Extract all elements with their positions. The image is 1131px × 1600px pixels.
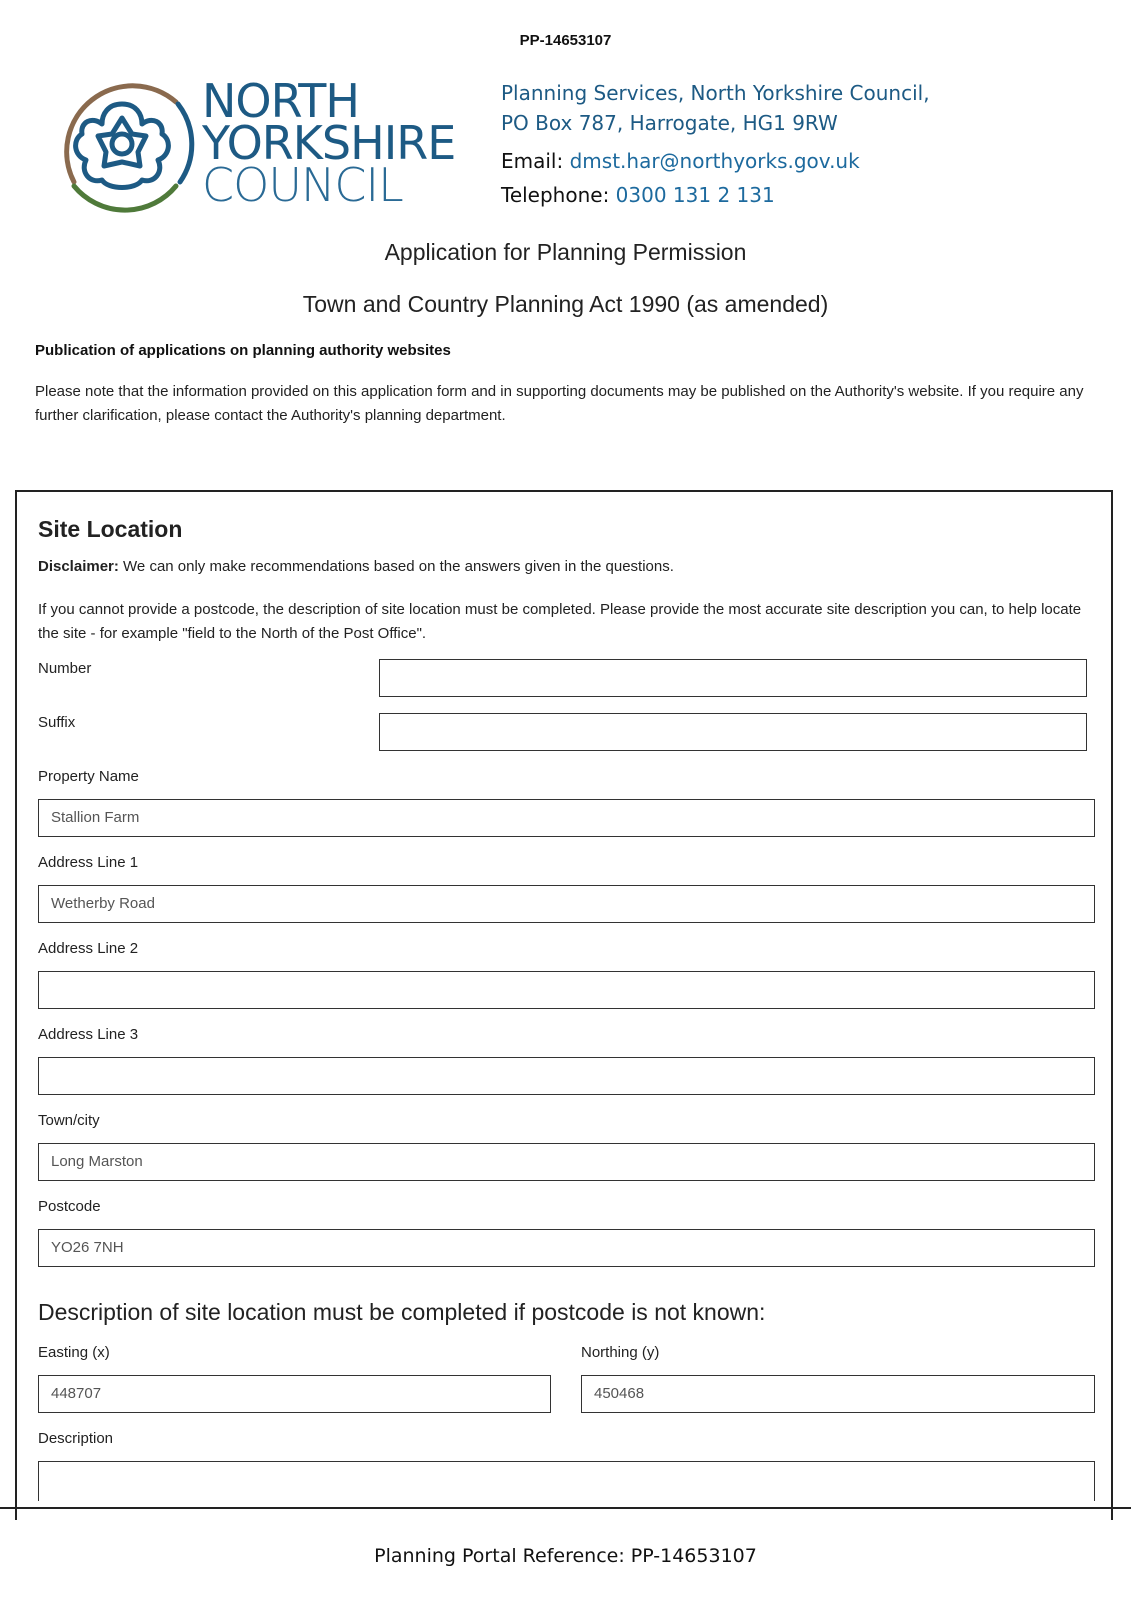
disclaimer	[38, 558, 674, 575]
logo-line-council: COUNCIL	[202, 158, 403, 212]
contact-address-line1: Planning Services, North Yorkshire Council,	[501, 81, 930, 105]
address-line3-label: Address Line 3	[38, 1026, 139, 1043]
contact-email-row	[501, 146, 930, 176]
publication-heading: Publication of applications on planning authority websites	[35, 342, 451, 359]
section-title: Site Location	[38, 516, 183, 542]
telephone-label: Telephone:	[501, 183, 616, 207]
postcode-label: Postcode	[38, 1198, 101, 1215]
description-field[interactable]	[38, 1461, 1095, 1501]
publication-note: Please note that the information provided on this application form and in supporting documents may be published on the Authority's website. If you require any further clarification, please contact the Authority's planning department.	[35, 383, 1084, 424]
description-label: Description	[38, 1430, 114, 1447]
disclaimer-label: Disclaimer:	[38, 558, 119, 575]
property-name-field[interactable]: Stallion Farm	[38, 799, 1095, 837]
address-line1-label: Address Line 1	[38, 854, 139, 871]
number-field[interactable]	[379, 659, 1087, 697]
contact-phone-row	[501, 180, 930, 210]
document-reference: PP-14653107	[519, 32, 612, 49]
form-title: Application for Planning Permission	[384, 239, 747, 265]
number-label: Number	[38, 660, 92, 677]
suffix-label: Suffix	[38, 714, 76, 731]
town-city-label: Town/city	[38, 1112, 100, 1129]
disclaimer-text: We can only make recommendations based on the answers given in the questions.	[118, 558, 674, 575]
act-title: Town and Country Planning Act 1990 (as amended)	[302, 291, 829, 317]
description-heading: Description of site location must be completed if postcode is not known:	[38, 1299, 766, 1325]
logo-line-yorkshire: YORKSHIRE	[202, 116, 456, 170]
yorkshire-rose-icon	[56, 74, 196, 214]
property-name-label: Property Name	[38, 768, 139, 785]
easting-label: Easting (x)	[38, 1344, 110, 1361]
email-link[interactable]: dmst.har@northyorks.gov.uk	[569, 149, 860, 173]
town-city-field[interactable]: Long Marston	[38, 1143, 1095, 1181]
contact-block	[501, 78, 930, 210]
footer-reference: Planning Portal Reference: PP-14653107	[374, 1545, 757, 1567]
postcode-field[interactable]: YO26 7NH	[38, 1229, 1095, 1267]
easting-field[interactable]: 448707	[38, 1375, 551, 1413]
address-line2-field[interactable]	[38, 971, 1095, 1009]
address-line1-field[interactable]: Wetherby Road	[38, 885, 1095, 923]
email-label: Email:	[501, 149, 570, 173]
northing-field[interactable]: 450468	[581, 1375, 1095, 1413]
telephone-link[interactable]: 0300 131 2 131	[615, 183, 775, 207]
contact-address-line2: PO Box 787, Harrogate, HG1 9RW	[501, 111, 838, 135]
address-line2-label: Address Line 2	[38, 940, 139, 957]
address-line3-field[interactable]	[38, 1057, 1095, 1095]
northing-label: Northing (y)	[581, 1344, 660, 1361]
postcode-note: If you cannot provide a postcode, the description of site location must be completed. Please provide the most accurate site description you can, to help locate the site - for example "field to the North of the Post Office".	[38, 601, 1082, 642]
council-logo	[56, 74, 466, 214]
logo-line-north: NORTH	[202, 74, 359, 128]
site-location-panel	[15, 490, 1113, 1520]
suffix-field[interactable]	[379, 713, 1087, 751]
page-divider	[0, 1507, 1131, 1509]
